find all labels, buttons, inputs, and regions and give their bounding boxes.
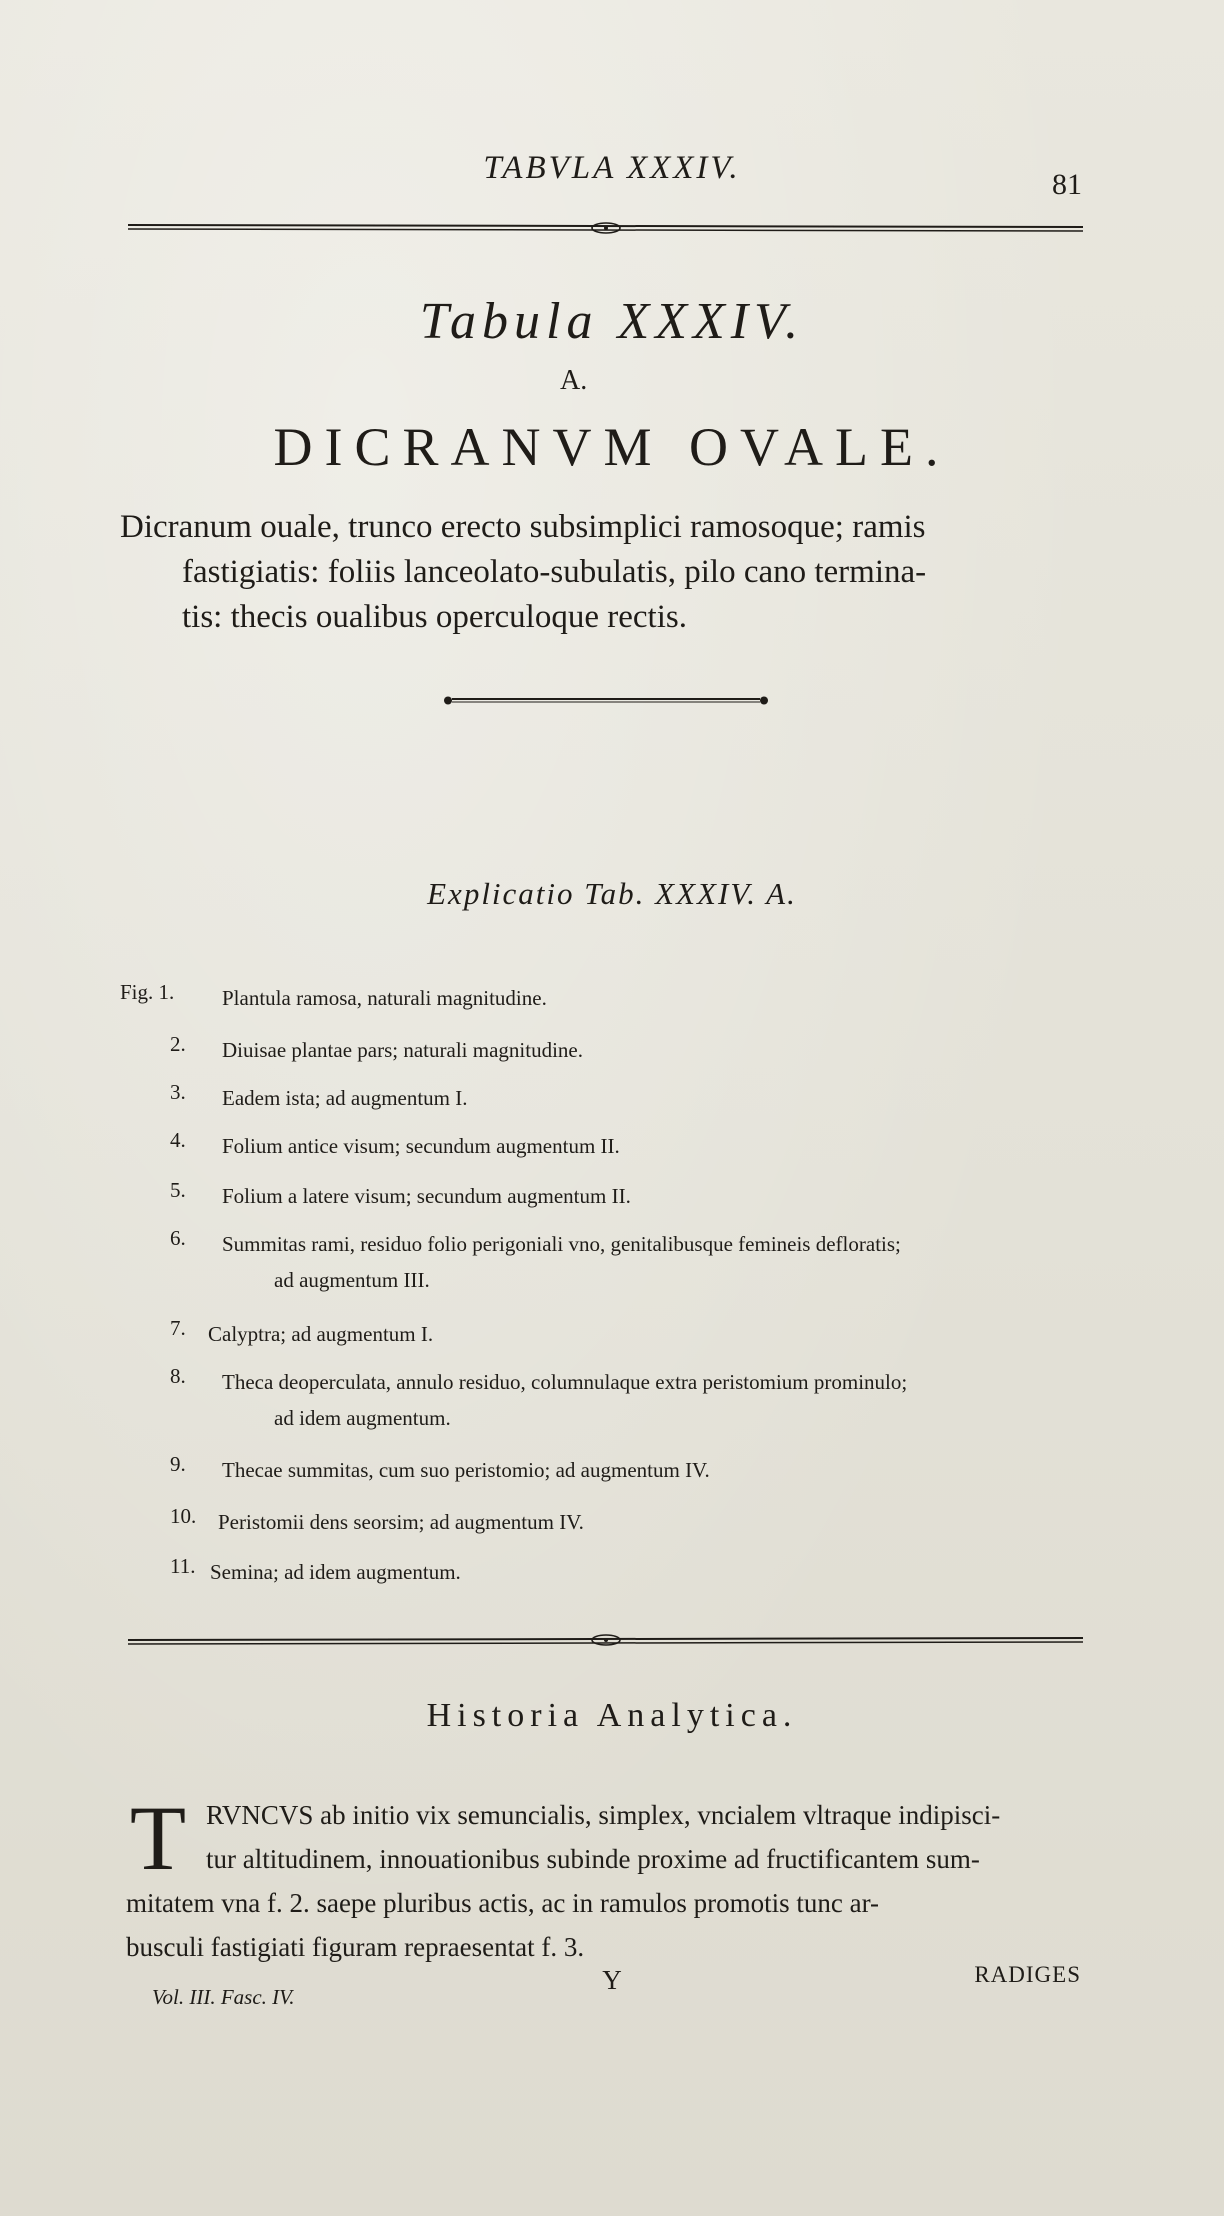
paragraph-line: mitatem vna f. 2. saepe pluribus actis, ac in ramulos promotis tunc ar- [126, 1888, 880, 1918]
historia-heading: Historia Analytica. [426, 1697, 798, 1734]
figure-caption: Plantula ramosa, naturali magnitudine. [222, 986, 547, 1010]
species-name: DICRANVM OVALE. [273, 417, 951, 477]
explicatio-heading: Explicatio Tab. XXXIV. A. [427, 876, 797, 911]
diagnosis-line: tis: thecis oualibus operculoque rectis. [182, 599, 687, 635]
paragraph-line: busculi fastigiati figuram repraesentat f. 3. [126, 1932, 585, 1962]
figure-caption: Thecae summitas, cum suo peristomio; ad augmentum IV. [222, 1458, 710, 1482]
figure-caption: Calyptra; ad augmentum I. [208, 1322, 434, 1346]
figure-number: 5. [170, 1178, 186, 1202]
ornamental-rule-top [128, 220, 1083, 234]
figure-number: 10. [170, 1504, 197, 1528]
paragraph-line: tur altitudinem, innouationibus subinde proxime ad fructificantem sum- [206, 1844, 980, 1874]
figure-number: 7. [170, 1316, 186, 1340]
drop-cap: T [129, 1787, 187, 1889]
figure-caption-text: Theca deoperculata, annulo residuo, columnulaque extra peristomium prominulo; [222, 1370, 908, 1394]
figure-number: 4. [170, 1128, 186, 1152]
ornamental-rule-short [440, 692, 772, 706]
diagnosis-line: Dicranum ouale, trunco erecto subsimplici ramosoque; ramis [120, 509, 926, 545]
figure-caption: Folium antice visum; secundum augmentum II. [222, 1134, 620, 1158]
figure-number: 9. [170, 1452, 186, 1476]
figure-caption: Peristomii dens seorsim; ad augmentum IV. [218, 1510, 584, 1534]
ornamental-rule-middle [128, 1633, 1083, 1647]
figure-caption-continuation: ad idem augmentum. [274, 1406, 451, 1430]
figure-caption-text: Summitas rami, residuo folio perigoniali vno, genitalibusque femineis defloratis; [222, 1232, 901, 1256]
catchword: RADIGES [974, 1962, 1081, 1987]
figure-number: 6. [170, 1226, 186, 1250]
page-number: 81 [1052, 168, 1082, 201]
signature-mark: Y [602, 1965, 622, 1995]
running-head: TABVLA XXXIV. [483, 150, 741, 186]
figure-caption [222, 1226, 1092, 1298]
figure-number: 2. [170, 1032, 186, 1056]
historia-paragraph [126, 1787, 1080, 1969]
species-diagnosis [120, 505, 1080, 640]
figure-number: Fig. 1. [120, 980, 175, 1004]
figure-caption-continuation: ad augmentum III. [274, 1268, 430, 1292]
figure-caption: Semina; ad idem augmentum. [210, 1560, 461, 1584]
plate-title: Tabula XXXIV. [419, 293, 805, 350]
figure-number: 11. [170, 1554, 196, 1578]
paragraph-line: RVNCVS ab initio vix semuncialis, simplex, vncialem vltraque indipisci- [206, 1800, 1001, 1830]
figure-caption [222, 1364, 1092, 1436]
volume-note: Vol. III. Fasc. IV. [152, 1985, 295, 2009]
plate-suffix: A. [560, 365, 588, 396]
figure-caption: Folium a latere visum; secundum augmentum II. [222, 1184, 631, 1208]
diagnosis-line: fastigiatis: foliis lanceolato-subulatis, pilo cano termina- [182, 554, 927, 590]
figure-number: 3. [170, 1080, 186, 1104]
figure-number: 8. [170, 1364, 186, 1388]
figure-caption: Eadem ista; ad augmentum I. [222, 1086, 468, 1110]
figure-caption: Diuisae plantae pars; naturali magnitudine. [222, 1038, 583, 1062]
